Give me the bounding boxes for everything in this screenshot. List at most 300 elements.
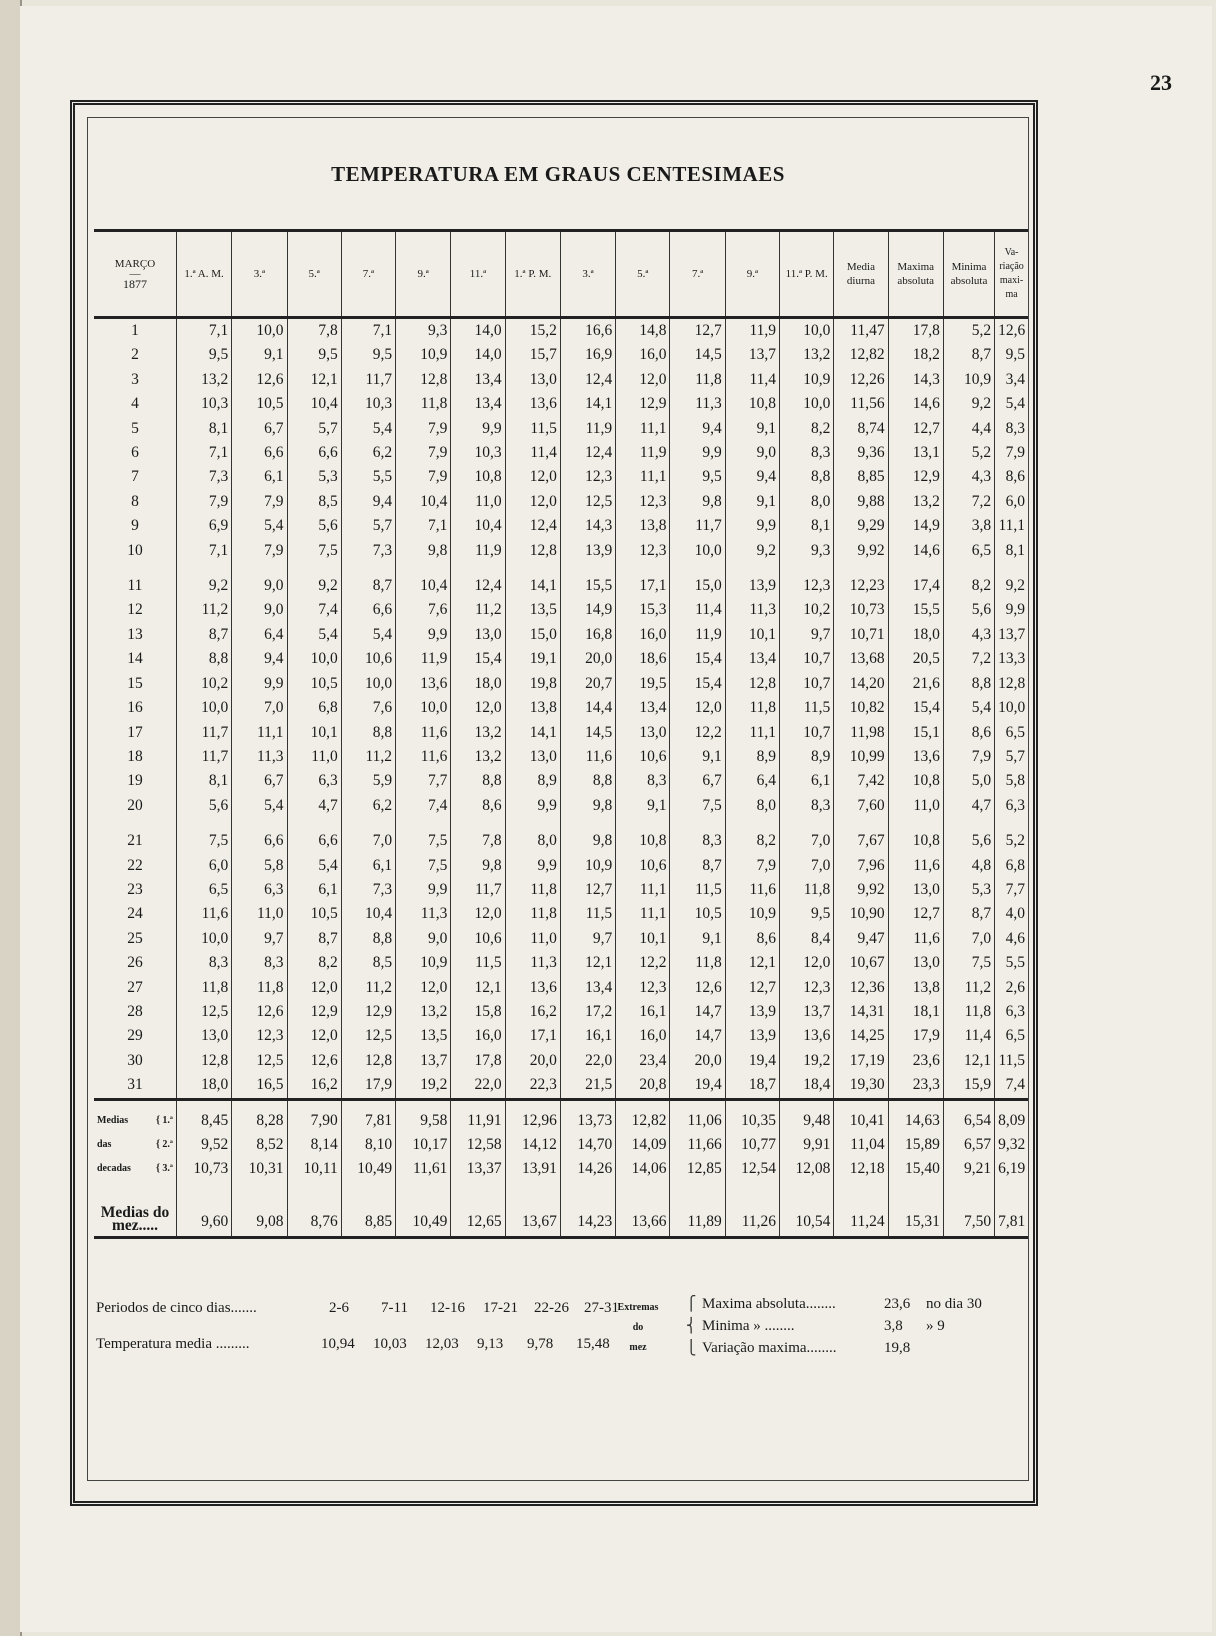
decade-value-cell: 11,61 xyxy=(396,1157,451,1181)
day-cell: 14 xyxy=(127,650,143,668)
value-cell: 19,5 xyxy=(616,672,670,696)
value-cell: 5,4 xyxy=(341,623,395,647)
value-cell: 8,4 xyxy=(780,927,834,951)
day-cell: 3 xyxy=(131,370,139,388)
value-cell: 7,9 xyxy=(232,539,287,563)
value-cell: 8,9 xyxy=(505,769,560,793)
value-cell: 12,6 xyxy=(670,976,725,1000)
value-cell: 7,5 xyxy=(943,951,994,975)
value-cell: 7,9 xyxy=(396,441,451,465)
value-cell: 16,8 xyxy=(560,623,615,647)
value-cell: 6,0 xyxy=(995,490,1028,514)
value-cell: 10,9 xyxy=(396,343,451,367)
value-cell: 19,2 xyxy=(396,1073,451,1099)
spacer-cell xyxy=(341,563,395,574)
day-cell: 9 xyxy=(131,517,139,535)
table-row xyxy=(94,794,1028,818)
value-cell: 15,4 xyxy=(670,647,725,671)
value-cell: 3,8 xyxy=(943,514,994,538)
value-cell: 16,0 xyxy=(616,343,670,367)
value-cell: 9,7 xyxy=(780,623,834,647)
value-cell: 17,19 xyxy=(834,1049,888,1073)
day-cell: 10 xyxy=(127,541,143,559)
value-cell: 9,8 xyxy=(560,829,615,853)
value-cell: 11,5 xyxy=(670,878,725,902)
extremes-label-3: mez xyxy=(629,1342,647,1353)
value-cell: 12,0 xyxy=(670,696,725,720)
value-cell: 18,0 xyxy=(176,1073,231,1099)
decade-row xyxy=(94,1133,1028,1157)
page-title: TEMPERATURA EM GRAUS CENTESIMAES xyxy=(331,162,785,186)
value-cell: 12,0 xyxy=(451,696,505,720)
column-header: 9.ª xyxy=(725,231,779,318)
value-cell: 6,1 xyxy=(232,465,287,489)
decade-value-cell: 12,82 xyxy=(616,1099,670,1133)
column-header: 1.ª P. M. xyxy=(505,231,560,318)
value-cell: 13,0 xyxy=(505,368,560,392)
value-cell: 7,7 xyxy=(995,878,1028,902)
decade-label-cell xyxy=(94,1157,176,1181)
value-cell: 8,8 xyxy=(943,672,994,696)
value-cell: 10,8 xyxy=(888,829,943,853)
decade-value-cell: 12,96 xyxy=(505,1099,560,1133)
value-cell: 7,96 xyxy=(834,854,888,878)
value-cell: 10,5 xyxy=(232,392,287,416)
value-cell: 8,9 xyxy=(725,745,779,769)
value-cell: 16,0 xyxy=(616,623,670,647)
value-cell: 11,2 xyxy=(341,745,395,769)
value-cell: 12,7 xyxy=(725,976,779,1000)
day-cell: 17 xyxy=(127,723,143,741)
value-cell: 13,8 xyxy=(505,696,560,720)
value-cell: 9,9 xyxy=(725,514,779,538)
value-cell: 11,4 xyxy=(670,598,725,622)
value-cell: 13,4 xyxy=(451,368,505,392)
extremes-brace: ⎧ ⎨ ⎩ xyxy=(686,1297,697,1356)
value-cell: 11,9 xyxy=(451,539,505,563)
spacer-cell xyxy=(670,563,725,574)
decade-value-cell: 10,35 xyxy=(725,1099,779,1133)
month-mean-cell: 11,89 xyxy=(670,1182,725,1238)
year-label: 1877 xyxy=(122,277,147,291)
decade-value-cell: 12,54 xyxy=(725,1157,779,1181)
value-cell: 15,7 xyxy=(505,343,560,367)
value-cell: 9,7 xyxy=(232,927,287,951)
value-cell: 10,3 xyxy=(341,392,395,416)
value-cell: 11,0 xyxy=(888,794,943,818)
day-cell: 24 xyxy=(127,905,143,923)
decade-value-cell: 10,11 xyxy=(287,1157,341,1181)
decade-number: { 2.ª xyxy=(155,1139,173,1150)
value-cell: 9,0 xyxy=(232,598,287,622)
value-cell: 11,5 xyxy=(505,417,560,441)
value-cell: 12,9 xyxy=(341,1000,395,1024)
value-cell: 6,2 xyxy=(341,794,395,818)
value-cell: 5,4 xyxy=(287,854,341,878)
temperature-mean-value: 10,94 xyxy=(321,1336,355,1352)
decade-section-label: decadas xyxy=(97,1163,131,1175)
value-cell: 10,0 xyxy=(341,672,395,696)
value-cell: 11,8 xyxy=(176,976,231,1000)
value-cell: 14,1 xyxy=(505,721,560,745)
value-cell: 11,0 xyxy=(287,745,341,769)
value-cell: 11,9 xyxy=(396,647,451,671)
value-cell: 9,8 xyxy=(670,490,725,514)
value-cell: 21,6 xyxy=(888,672,943,696)
value-cell: 8,7 xyxy=(943,343,994,367)
value-cell: 13,7 xyxy=(780,1000,834,1024)
temperature-mean-value: 10,03 xyxy=(373,1336,407,1352)
day-cell: 1 xyxy=(131,322,139,339)
value-cell: 6,5 xyxy=(995,721,1028,745)
value-cell: 9,0 xyxy=(725,441,779,465)
value-cell: 9,0 xyxy=(396,927,451,951)
value-cell: 12,0 xyxy=(451,902,505,926)
spacer-cell xyxy=(780,563,834,574)
value-cell: 9,1 xyxy=(232,343,287,367)
value-cell: 7,3 xyxy=(176,465,231,489)
value-cell: 19,4 xyxy=(725,1049,779,1073)
value-cell: 5,4 xyxy=(995,392,1028,416)
column-header: 3.ª xyxy=(560,231,615,318)
value-cell: 8,3 xyxy=(995,417,1028,441)
value-cell: 6,3 xyxy=(232,878,287,902)
value-cell: 8,0 xyxy=(780,490,834,514)
value-cell: 12,7 xyxy=(670,318,725,344)
value-cell: 13,0 xyxy=(888,878,943,902)
value-cell: 15,5 xyxy=(888,598,943,622)
value-cell: 8,3 xyxy=(176,951,231,975)
month-mean-cell: 12,65 xyxy=(451,1182,505,1238)
value-cell: 11,9 xyxy=(616,441,670,465)
value-cell: 17,4 xyxy=(888,574,943,598)
value-cell: 13,2 xyxy=(451,721,505,745)
decade-label-cell xyxy=(94,1099,176,1133)
table-row xyxy=(94,598,1028,622)
value-cell: 10,6 xyxy=(616,854,670,878)
value-cell: 19,1 xyxy=(505,647,560,671)
decade-value-cell: 6,57 xyxy=(943,1133,994,1157)
extremes-label-2: do xyxy=(632,1322,644,1333)
value-cell: 18,2 xyxy=(888,343,943,367)
value-cell: 23,6 xyxy=(888,1049,943,1073)
spacer-cell xyxy=(943,818,994,829)
spacer-cell xyxy=(451,818,505,829)
value-cell: 14,5 xyxy=(560,721,615,745)
value-cell: 10,4 xyxy=(396,490,451,514)
value-cell: 9,3 xyxy=(396,318,451,344)
value-cell: 8,7 xyxy=(943,902,994,926)
value-cell: 10,9 xyxy=(396,951,451,975)
value-cell: 11,0 xyxy=(505,927,560,951)
value-cell: 5,4 xyxy=(287,623,341,647)
month-mean-cell: 8,76 xyxy=(287,1182,341,1238)
value-cell: 7,9 xyxy=(396,417,451,441)
table-row xyxy=(94,574,1028,598)
month-mean-cell: 13,67 xyxy=(505,1182,560,1238)
value-cell: 12,2 xyxy=(670,721,725,745)
value-cell: 11,1 xyxy=(232,721,287,745)
value-cell: 11,5 xyxy=(780,696,834,720)
decade-value-cell: 14,12 xyxy=(505,1133,560,1157)
value-cell: 13,4 xyxy=(725,647,779,671)
value-cell: 9,2 xyxy=(943,392,994,416)
value-cell: 6,6 xyxy=(287,829,341,853)
value-cell: 13,5 xyxy=(505,598,560,622)
value-cell: 10,5 xyxy=(287,672,341,696)
periods-label: Periodos de cinco dias....... xyxy=(96,1300,257,1316)
decade-value-cell: 8,45 xyxy=(176,1099,231,1133)
month-mean-cell: 14,23 xyxy=(560,1182,615,1238)
table-row xyxy=(94,745,1028,769)
value-cell: 16,1 xyxy=(560,1024,615,1048)
value-cell: 17,2 xyxy=(560,1000,615,1024)
value-cell: 12,1 xyxy=(451,976,505,1000)
table-row xyxy=(94,1000,1028,1024)
value-cell: 11,6 xyxy=(888,927,943,951)
value-cell: 11,1 xyxy=(616,417,670,441)
decade-value-cell: 10,49 xyxy=(341,1157,395,1181)
value-cell: 5,8 xyxy=(232,854,287,878)
value-cell: 12,8 xyxy=(995,672,1028,696)
value-cell: 18,0 xyxy=(888,623,943,647)
spacer-cell xyxy=(725,563,779,574)
value-cell: 11,1 xyxy=(616,465,670,489)
value-cell: 13,0 xyxy=(505,745,560,769)
value-cell: 5,7 xyxy=(341,514,395,538)
value-cell: 10,5 xyxy=(287,902,341,926)
value-cell: 12,9 xyxy=(616,392,670,416)
value-cell: 6,5 xyxy=(176,878,231,902)
spacer-cell xyxy=(505,818,560,829)
value-cell: 12,23 xyxy=(834,574,888,598)
value-cell: 11,98 xyxy=(834,721,888,745)
value-cell: 9,3 xyxy=(780,539,834,563)
table-row xyxy=(94,902,1028,926)
extremes-label xyxy=(608,1298,668,1358)
value-cell: 6,7 xyxy=(670,769,725,793)
value-cell: 7,1 xyxy=(341,318,395,344)
day-cell: 22 xyxy=(127,856,143,874)
value-cell: 8,3 xyxy=(780,794,834,818)
value-cell: 7,8 xyxy=(451,829,505,853)
spacer-cell xyxy=(341,818,395,829)
value-cell: 9,2 xyxy=(725,539,779,563)
value-cell: 12,9 xyxy=(287,1000,341,1024)
extreme-label: Maxima absoluta........ xyxy=(702,1296,836,1312)
value-cell: 4,3 xyxy=(943,465,994,489)
decade-value-cell: 8,52 xyxy=(232,1133,287,1157)
value-cell: 12,1 xyxy=(560,951,615,975)
value-cell: 10,7 xyxy=(780,672,834,696)
value-cell: 8,7 xyxy=(287,927,341,951)
value-cell: 9,4 xyxy=(341,490,395,514)
value-cell: 12,3 xyxy=(780,976,834,1000)
value-cell: 10,3 xyxy=(451,441,505,465)
period-value: 2-6 xyxy=(329,1300,349,1316)
value-cell: 20,8 xyxy=(616,1073,670,1099)
value-cell: 9,9 xyxy=(995,598,1028,622)
value-cell: 9,4 xyxy=(232,647,287,671)
value-cell: 12,36 xyxy=(834,976,888,1000)
value-cell: 11,8 xyxy=(670,951,725,975)
value-cell: 14,6 xyxy=(888,539,943,563)
value-cell: 12,8 xyxy=(341,1049,395,1073)
value-cell: 10,8 xyxy=(888,769,943,793)
value-cell: 16,1 xyxy=(616,1000,670,1024)
value-cell: 13,7 xyxy=(725,343,779,367)
value-cell: 7,9 xyxy=(232,490,287,514)
value-cell: 11,8 xyxy=(505,902,560,926)
value-cell: 19,8 xyxy=(505,672,560,696)
decade-section-label: Medias xyxy=(97,1114,129,1126)
value-cell: 8,1 xyxy=(176,769,231,793)
decade-number: { 1.ª xyxy=(155,1114,173,1126)
spacer-cell xyxy=(505,563,560,574)
value-cell: 13,8 xyxy=(616,514,670,538)
value-cell: 13,0 xyxy=(616,721,670,745)
value-cell: 4,7 xyxy=(287,794,341,818)
decade-value-cell: 11,66 xyxy=(670,1133,725,1157)
value-cell: 6,2 xyxy=(341,441,395,465)
decade-value-cell: 14,26 xyxy=(560,1157,615,1181)
value-cell: 8,0 xyxy=(505,829,560,853)
column-header: 5.ª xyxy=(616,231,670,318)
temperature-mean-label: Temperatura media ......... xyxy=(96,1336,250,1352)
value-cell: 14,3 xyxy=(560,514,615,538)
month-header xyxy=(94,231,176,318)
spacer-cell xyxy=(995,818,1028,829)
value-cell: 11,47 xyxy=(834,318,888,344)
value-cell: 13,7 xyxy=(995,623,1028,647)
value-cell: 21,5 xyxy=(560,1073,615,1099)
value-cell: 5,7 xyxy=(995,745,1028,769)
month-mean-label: Medias do mez..... xyxy=(94,1182,176,1238)
value-cell: 15,0 xyxy=(670,574,725,598)
decade-value-cell: 12,85 xyxy=(670,1157,725,1181)
spacer-cell xyxy=(232,563,287,574)
value-cell: 6,4 xyxy=(725,769,779,793)
month-mean-cell: 10,49 xyxy=(396,1182,451,1238)
spacer-cell xyxy=(725,818,779,829)
value-cell: 12,0 xyxy=(616,368,670,392)
value-cell: 8,6 xyxy=(451,794,505,818)
value-cell: 8,8 xyxy=(560,769,615,793)
value-cell: 7,7 xyxy=(396,769,451,793)
value-cell: 8,2 xyxy=(287,951,341,975)
value-cell: 10,4 xyxy=(341,902,395,926)
table-row xyxy=(94,1073,1028,1099)
day-cell: 25 xyxy=(127,929,143,947)
value-cell: 9,9 xyxy=(670,441,725,465)
value-cell: 16,9 xyxy=(560,343,615,367)
value-cell: 18,7 xyxy=(725,1073,779,1099)
table-row xyxy=(94,623,1028,647)
value-cell: 6,1 xyxy=(341,854,395,878)
decade-value-cell: 12,18 xyxy=(834,1157,888,1181)
value-cell: 16,0 xyxy=(616,1024,670,1048)
value-cell: 12,5 xyxy=(232,1049,287,1073)
table-row xyxy=(94,1049,1028,1073)
decade-value-cell: 9,32 xyxy=(995,1133,1028,1157)
value-cell: 12,6 xyxy=(232,1000,287,1024)
decade-row xyxy=(94,1157,1028,1181)
day-cell: 29 xyxy=(127,1027,143,1045)
day-cell: 28 xyxy=(127,1002,143,1020)
value-cell: 13,2 xyxy=(780,343,834,367)
table-row xyxy=(94,343,1028,367)
value-cell: 20,0 xyxy=(505,1049,560,1073)
value-cell: 14,5 xyxy=(670,343,725,367)
spacer-cell xyxy=(560,563,615,574)
column-header: 3.ª xyxy=(232,231,287,318)
value-cell: 11,8 xyxy=(396,392,451,416)
table-row xyxy=(94,417,1028,441)
value-cell: 11,2 xyxy=(341,976,395,1000)
table-row xyxy=(94,490,1028,514)
spacer-cell xyxy=(287,563,341,574)
value-cell: 15,2 xyxy=(505,318,560,344)
value-cell: 6,3 xyxy=(995,794,1028,818)
value-cell: 12,5 xyxy=(341,1024,395,1048)
value-cell: 10,2 xyxy=(176,672,231,696)
value-cell: 8,7 xyxy=(176,623,231,647)
value-cell: 14,25 xyxy=(834,1024,888,1048)
column-header: Media diurna xyxy=(834,231,888,318)
value-cell: 5,6 xyxy=(943,598,994,622)
value-cell: 7,1 xyxy=(176,318,231,344)
value-cell: 13,3 xyxy=(995,647,1028,671)
value-cell: 8,9 xyxy=(780,745,834,769)
value-cell: 9,5 xyxy=(995,343,1028,367)
value-cell: 10,9 xyxy=(943,368,994,392)
spacer-cell xyxy=(232,818,287,829)
column-header: 5.ª xyxy=(287,231,341,318)
table-row xyxy=(94,927,1028,951)
value-cell: 7,5 xyxy=(396,854,451,878)
value-cell: 7,3 xyxy=(341,878,395,902)
value-cell: 16,0 xyxy=(451,1024,505,1048)
temperature-mean-value: 9,13 xyxy=(477,1336,504,1352)
value-cell: 15,4 xyxy=(451,647,505,671)
value-cell: 22,0 xyxy=(451,1073,505,1099)
value-cell: 12,3 xyxy=(616,539,670,563)
decade-value-cell: 10,77 xyxy=(725,1133,779,1157)
spacer-cell xyxy=(94,563,176,574)
extreme-label: Variação maxima........ xyxy=(702,1340,837,1356)
value-cell: 12,8 xyxy=(176,1049,231,1073)
value-cell: 12,0 xyxy=(780,951,834,975)
column-header: 11.ª P. M. xyxy=(780,231,834,318)
value-cell: 7,1 xyxy=(176,441,231,465)
value-cell: 8,6 xyxy=(995,465,1028,489)
extreme-suffix: no dia 30 xyxy=(926,1296,982,1312)
day-cell: 18 xyxy=(127,747,143,765)
value-cell: 13,4 xyxy=(616,696,670,720)
value-cell: 17,8 xyxy=(451,1049,505,1073)
value-cell: 11,7 xyxy=(341,368,395,392)
value-cell: 12,3 xyxy=(232,1024,287,1048)
value-cell: 8,6 xyxy=(943,721,994,745)
value-cell: 12,4 xyxy=(505,514,560,538)
decade-value-cell: 12,08 xyxy=(780,1157,834,1181)
value-cell: 6,0 xyxy=(176,854,231,878)
column-header: 7.ª xyxy=(670,231,725,318)
value-cell: 12,5 xyxy=(176,1000,231,1024)
value-cell: 23,4 xyxy=(616,1049,670,1073)
value-cell: 4,6 xyxy=(995,927,1028,951)
value-cell: 9,2 xyxy=(995,574,1028,598)
